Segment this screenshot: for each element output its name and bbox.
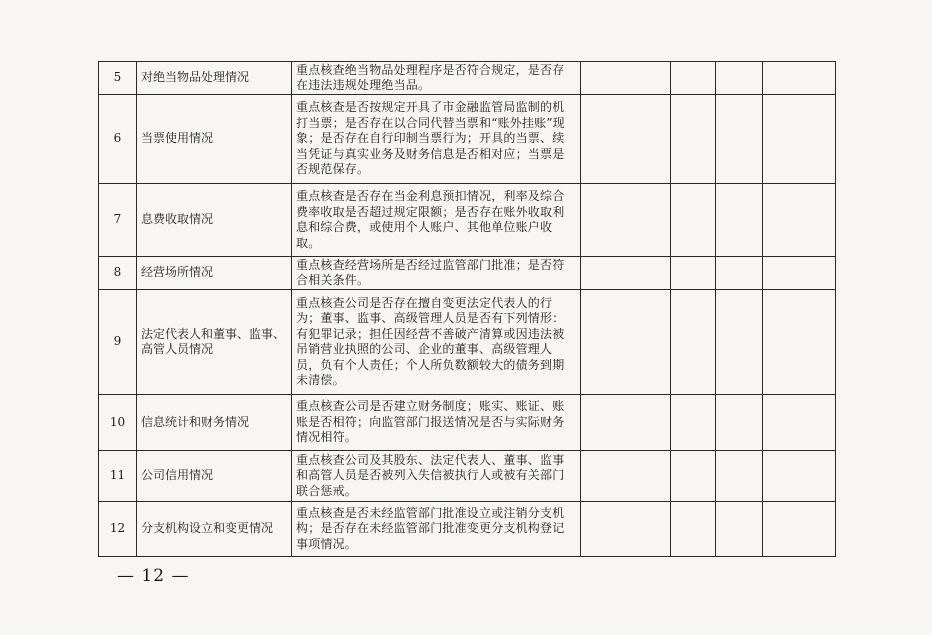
blank-cell	[581, 62, 671, 95]
inspection-detail: 重点核查公司是否存在擅自变更法定代表人的行为；董事、监事、高级管理人员是否有下列情形：有犯罪记录；担任因经营不善破产清算或因违法被吊销营业执照的公司、企业的董事、高级管理人员，负有个人责任；个人所负数额较大的债务到期未清偿。	[292, 290, 581, 395]
blank-cell	[671, 257, 716, 290]
blank-cell	[671, 290, 716, 395]
blank-cell	[581, 257, 671, 290]
blank-cell	[671, 451, 716, 502]
blank-cell	[671, 395, 716, 451]
table-row	[99, 95, 836, 184]
inspection-item: 对绝当物品处理情况	[137, 62, 292, 95]
blank-cell	[716, 184, 763, 257]
blank-cell	[763, 290, 836, 395]
blank-cell	[671, 502, 716, 557]
inspection-detail: 重点核查是否存在当金利息预扣情况，利率及综合费率收取是否超过规定限额；是否存在账外收取利息和综合费，或使用个人账户、其他单位账户收取。	[292, 184, 581, 257]
blank-cell	[581, 502, 671, 557]
blank-cell	[581, 184, 671, 257]
row-number: 9	[99, 290, 137, 395]
table-row	[99, 395, 836, 451]
inspection-detail: 重点核查绝当物品处理程序是否符合规定，是否存在违法违规处理绝当品。	[292, 62, 581, 95]
row-number: 11	[99, 451, 137, 502]
blank-cell	[716, 95, 763, 184]
blank-cell	[763, 395, 836, 451]
blank-cell	[581, 451, 671, 502]
blank-cell	[763, 451, 836, 502]
inspection-detail: 重点核查是否按规定开具了市金融监管局监制的机打当票；是否存在以合同代替当票和“账外挂账”现象；是否存在自行印制当票行为；开具的当票、续当凭证与真实业务及财务信息是否相对应；当票是否规范保存。	[292, 95, 581, 184]
inspection-detail: 重点核查经营场所是否经过监管部门批准；是否符合相关条件。	[292, 257, 581, 290]
inspection-item: 经营场所情况	[137, 257, 292, 290]
row-number: 8	[99, 257, 137, 290]
inspection-table	[98, 61, 836, 557]
blank-cell	[763, 257, 836, 290]
blank-cell	[671, 62, 716, 95]
blank-cell	[716, 257, 763, 290]
inspection-item: 当票使用情况	[137, 95, 292, 184]
blank-cell	[581, 290, 671, 395]
blank-cell	[716, 502, 763, 557]
row-number: 7	[99, 184, 137, 257]
blank-cell	[763, 184, 836, 257]
blank-cell	[581, 95, 671, 184]
blank-cell	[716, 62, 763, 95]
blank-cell	[671, 184, 716, 257]
inspection-item: 法定代表人和董事、监事、高管人员情况	[137, 290, 292, 395]
blank-cell	[581, 395, 671, 451]
inspection-item: 分支机构设立和变更情况	[137, 502, 292, 557]
blank-cell	[716, 395, 763, 451]
row-number: 5	[99, 62, 137, 95]
table-row	[99, 290, 836, 395]
inspection-detail: 重点核查公司及其股东、法定代表人、董事、监事和高管人员是否被列入失信被执行人或被有关部门联合惩戒。	[292, 451, 581, 502]
row-number: 12	[99, 502, 137, 557]
blank-cell	[763, 502, 836, 557]
blank-cell	[763, 95, 836, 184]
blank-cell	[671, 95, 716, 184]
table-row	[99, 62, 836, 95]
row-number: 10	[99, 395, 137, 451]
table-row	[99, 184, 836, 257]
row-number: 6	[99, 95, 137, 184]
inspection-item: 信息统计和财务情况	[137, 395, 292, 451]
blank-cell	[716, 451, 763, 502]
table-row	[99, 451, 836, 502]
page-number: — 12 —	[117, 566, 190, 586]
inspection-item: 息费收取情况	[137, 184, 292, 257]
inspection-item: 公司信用情况	[137, 451, 292, 502]
table-row	[99, 502, 836, 557]
blank-cell	[763, 62, 836, 95]
inspection-detail: 重点核查是否未经监管部门批准设立或注销分支机构；是否存在未经监管部门批准变更分支机构登记事项情况。	[292, 502, 581, 557]
table-row	[99, 257, 836, 290]
blank-cell	[716, 290, 763, 395]
inspection-detail: 重点核查公司是否建立财务制度；账实、账证、账账是否相符；向监管部门报送情况是否与实际财务情况相符。	[292, 395, 581, 451]
